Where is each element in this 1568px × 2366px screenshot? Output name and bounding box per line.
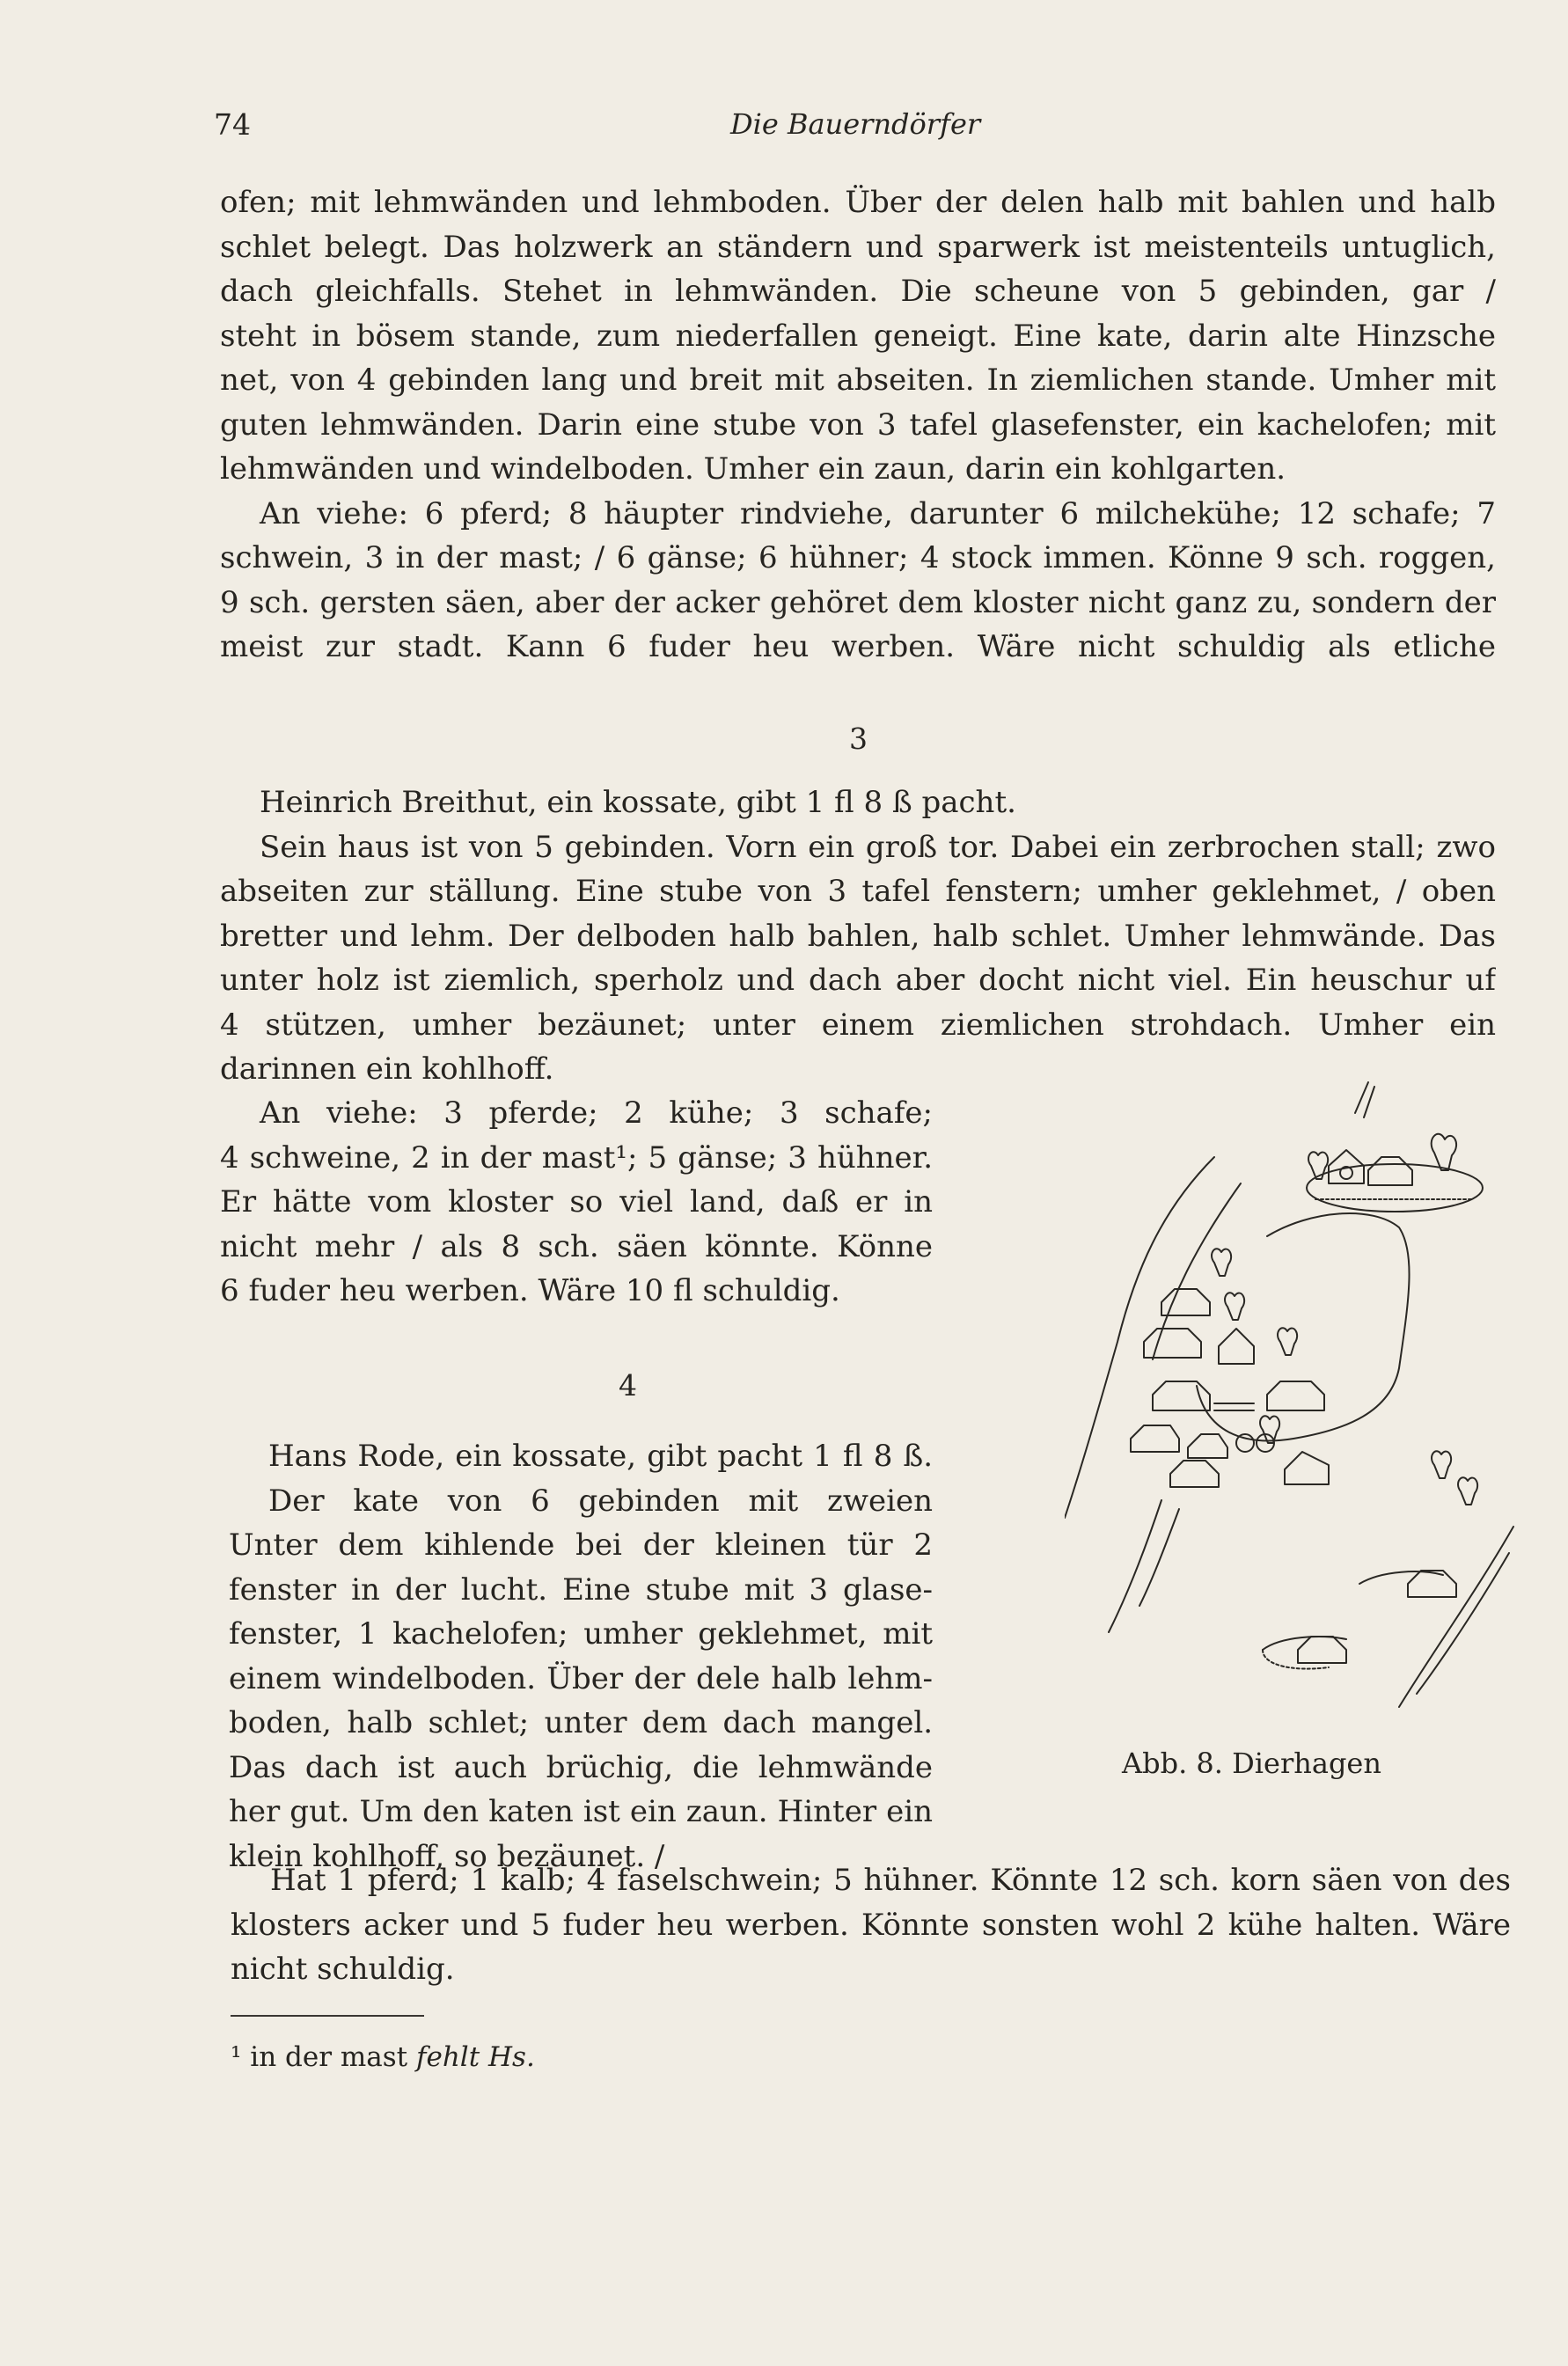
- text-line: Das dach ist auch brüchig, die lehmwände: [229, 1749, 933, 1785]
- text-line: klosters acker und 5 fuder heu werben. Könnte sonsten wohl 2 kühe halten. Wäre: [231, 1907, 1511, 1943]
- text-line: einem windelboden. Über der dele halb lehm-: [229, 1660, 933, 1696]
- text-line: bretter und lehm. Der delboden halb bahlen, halb schlet. Umher lehmwände. Das: [220, 918, 1496, 954]
- figure-caption: Abb. 8. Dierhagen: [1122, 1747, 1381, 1780]
- house-icon: [1408, 1571, 1456, 1597]
- text-line: meist zur stadt. Kann 6 fuder heu werben. Wäre nicht schuldig als etliche: [220, 629, 1496, 664]
- text-line: 9 sch. gersten säen, aber der acker gehöret dem kloster nicht ganz zu, sondern der: [220, 584, 1496, 620]
- tree-icon: [1432, 1451, 1451, 1478]
- text-line: Hat 1 pferd; 1 kalb; 4 faselschwein; 5 hühner. Könnte 12 sch. korn säen von des: [270, 1863, 1511, 1898]
- well-icon: [1236, 1434, 1254, 1452]
- tree-icon: [1260, 1416, 1279, 1443]
- text-line: nicht mehr / als 8 sch. säen könnte. Könne: [220, 1228, 933, 1264]
- footnote-rule: [231, 2015, 424, 2017]
- paragraph-block-3: [220, 780, 1496, 1092]
- text-line: An viehe: 3 pferde; 2 kühe; 3 schafe;: [260, 1095, 933, 1131]
- section-number-4: 4: [619, 1368, 637, 1403]
- text-line: her gut. Um den katen ist ein zaun. Hinter ein: [229, 1794, 933, 1829]
- road-line: [1065, 1157, 1214, 1518]
- text-line: boden, halb schlet; unter dem dach mangel.: [229, 1705, 933, 1740]
- tree-icon: [1458, 1477, 1477, 1505]
- paragraph-block-4b: [231, 1858, 1511, 1992]
- footnote: [231, 2041, 535, 2073]
- text-line: Der kate von 6 gebinden mit zweien: [268, 1483, 933, 1519]
- road-line: [1399, 1527, 1513, 1707]
- text-line: lehmwänden und windelboden. Umher ein zaun, darin ein kohlgarten.: [220, 451, 1286, 487]
- house-icon: [1219, 1329, 1254, 1364]
- running-title: Die Bauerndörfer: [730, 107, 981, 141]
- fence-line: [1263, 1650, 1329, 1669]
- tree-icon: [1278, 1328, 1297, 1355]
- text-line: 4 schweine, 2 in der mast¹; 5 gänse; 3 hühner.: [220, 1139, 933, 1176]
- house-icon: [1170, 1461, 1219, 1487]
- text-line: net, von 4 gebinden lang und breit mit abseiten. In ziemlichen stande. Umher mit: [220, 363, 1496, 398]
- footnote-italic: fehlt Hs.: [416, 2041, 535, 2073]
- text-line: fenster, 1 kachelofen; umher geklehmet, mit: [229, 1616, 933, 1652]
- text-line: guten lehmwänden. Darin eine stube von 3 tafel glasefenster, ein kachelofen; mit: [220, 407, 1496, 443]
- house-icon: [1131, 1425, 1179, 1452]
- village-sketch-map: [1065, 1078, 1522, 1729]
- paragraph-block-3b: [220, 1091, 933, 1314]
- text-line: 6 fuder heu werben. Wäre 10 fl schuldig.: [220, 1273, 840, 1308]
- text-line: steht in bösem stande, zum niederfallen geneigt. Eine kate, darin alte Hinzsche: [220, 318, 1496, 354]
- text-line: nicht schuldig.: [231, 1952, 455, 1987]
- footnote-text: in der mast: [250, 2041, 408, 2073]
- text-line: An viehe: 6 pferd; 8 häupter rindviehe, darunter 6 milchekühe; 12 schafe; 7: [260, 495, 1496, 531]
- enclosure-ellipse: [1307, 1164, 1483, 1212]
- tree-icon: [1212, 1249, 1231, 1276]
- house-icon: [1188, 1434, 1227, 1458]
- fence-curve: [1359, 1571, 1443, 1584]
- text-line: darinnen ein kohlhoff.: [220, 1051, 554, 1087]
- text-line: schlet belegt. Das holzwerk an ständern und sparwerk ist meistenteils untuglich,: [220, 229, 1496, 265]
- text-line: Sein haus ist von 5 gebinden. Vorn ein groß tor. Dabei ein zerbrochen stall; zwo: [260, 829, 1496, 865]
- tree-icon: [1308, 1152, 1328, 1179]
- house-icon: [1153, 1381, 1210, 1410]
- house-icon: [1298, 1637, 1346, 1663]
- text-line: ofen; mit lehmwänden und lehmboden. Über der delen halb mit bahlen und halb: [220, 185, 1496, 220]
- text-line: schwein, 3 in der mast; / 6 gänse; 6 hühner; 4 stock immen. Könne 9 sch. roggen,: [220, 540, 1496, 575]
- section-number-3: 3: [849, 722, 868, 756]
- footnote-mark: ¹: [231, 2041, 242, 2073]
- text-line: 4 stützen, umher bezäunet; unter einem ziemlichen strohdach. Umher ein: [220, 1007, 1496, 1043]
- road-line: [1153, 1183, 1241, 1359]
- tree-icon: [1432, 1134, 1456, 1170]
- road-line: [1417, 1553, 1509, 1694]
- text-line: Heinrich Breithut, ein kossate, gibt 1 fl 8 ß pacht.: [260, 785, 1016, 820]
- house-icon: [1267, 1381, 1324, 1410]
- text-line: abseiten zur ställung. Eine stube von 3 tafel fenstern; umher geklehmet, / oben: [220, 874, 1496, 909]
- house-icon: [1368, 1157, 1412, 1185]
- page-number: 74: [214, 107, 251, 142]
- text-line: Er hätte vom kloster so viel land, daß er in: [220, 1184, 933, 1220]
- village-outline: [1197, 1213, 1410, 1441]
- paragraph-block-4: [229, 1434, 933, 1879]
- text-line: unter holz ist ziemlich, sperholz und dach aber docht nicht viel. Ein heuschur uf: [220, 963, 1496, 998]
- house-icon: [1144, 1329, 1201, 1358]
- text-line: fenster in der lucht. Eine stube mit 3 glase-: [229, 1571, 933, 1608]
- text-line: Unter dem kihlende bei der kleinen tür 2: [229, 1527, 933, 1563]
- text-line: Hans Rode, ein kossate, gibt pacht 1 fl 8 ß.: [268, 1439, 933, 1474]
- tree-icon: [1225, 1293, 1244, 1320]
- text-line: dach gleichfalls. Stehet in lehmwänden. Die scheune von 5 gebinden, gar /: [220, 274, 1496, 309]
- road-line: [1364, 1087, 1374, 1117]
- house-icon: [1285, 1452, 1329, 1484]
- text-line: klein kohlhoff, so bezäunet. /: [229, 1838, 665, 1874]
- paragraph-block-1: [220, 180, 1496, 670]
- road-line: [1109, 1500, 1161, 1632]
- road-line: [1139, 1509, 1179, 1606]
